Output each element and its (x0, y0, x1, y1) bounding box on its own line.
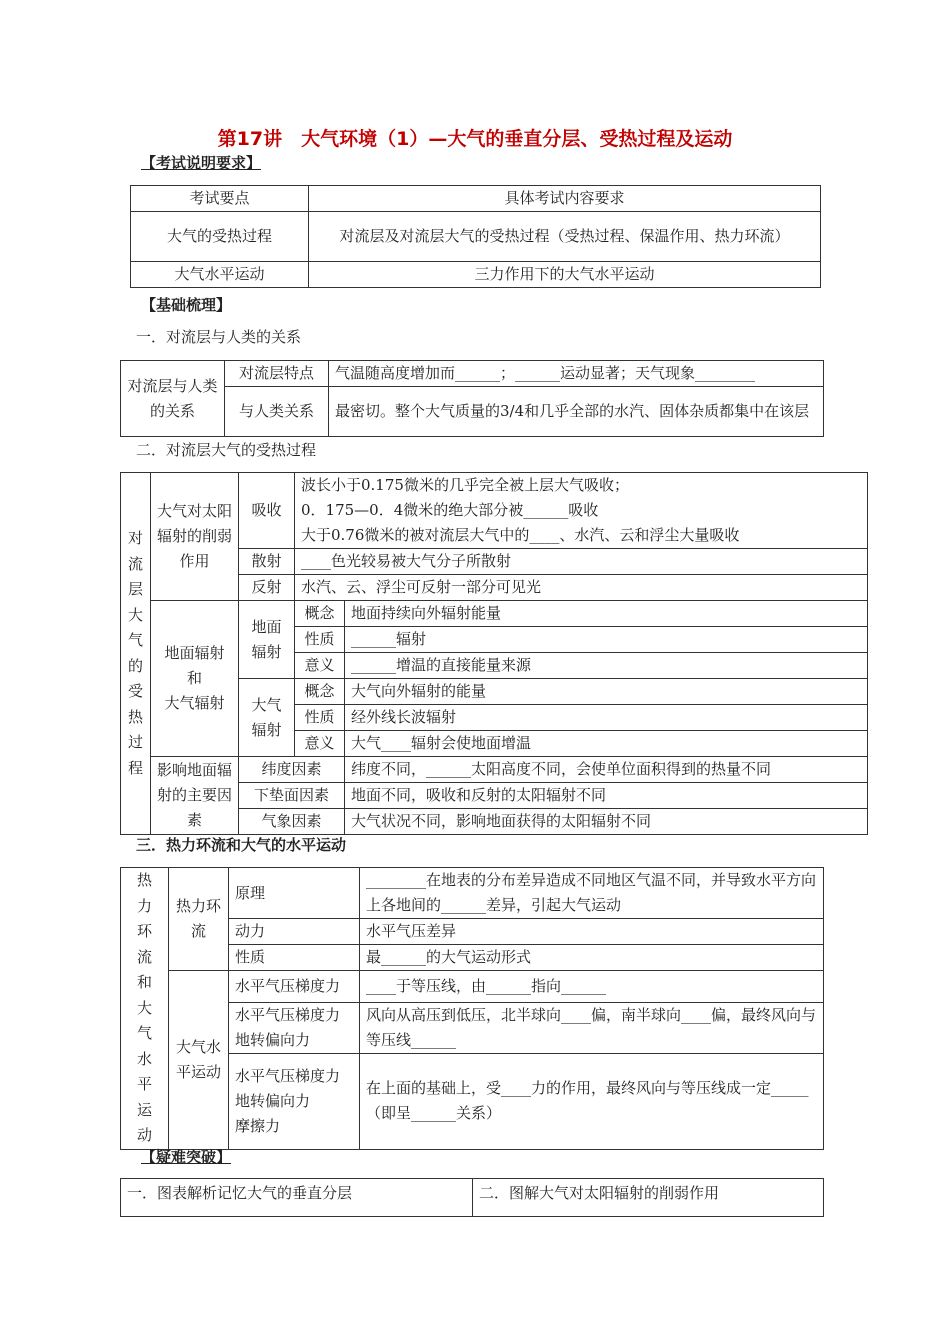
weather-factor-label: 气象因素 (239, 809, 345, 835)
atmos-nature-text: 经外线长波辐射 (345, 705, 868, 731)
factor-group-label: 影响地面辐射的主要因素 (151, 757, 239, 835)
atmos-concept-label: 概念 (295, 679, 345, 705)
force-2-label: 水平气压梯度力 地转偏向力 (229, 1002, 360, 1053)
page-title: 第17讲 大气环境（1）—大气的垂直分层、受热过程及运动 (217, 128, 733, 150)
exam-requirements-table (130, 185, 821, 288)
circulation-table (120, 867, 824, 1150)
subsection-2-title: 二．对流层大气的受热过程 (136, 441, 317, 459)
power-text: 水平气压差异 (360, 919, 824, 945)
atmos-meaning-text: 大气____辐射会使地面增温 (345, 731, 868, 757)
power-label: 动力 (229, 919, 360, 945)
troposphere-human-label: 与人类关系 (225, 387, 329, 437)
ground-meaning-text: ______增温的直接能量来源 (345, 653, 868, 679)
absorption-label: 吸收 (239, 473, 295, 549)
surface-factor-text: 地面不同，吸收和反射的太阳辐射不同 (345, 783, 868, 809)
circulation-vertical-label: 热 力 环 流 和 大 气 水 平 运 动 (121, 868, 169, 1150)
exam-header-content: 具体考试内容要求 (309, 186, 821, 212)
heating-process-vertical-label: 对 流 层 大 气 的 受 热 过 程 (121, 473, 151, 835)
atmos-concept-text: 大气向外辐射的能量 (345, 679, 868, 705)
difficulty-right: 二．图解大气对太阳辐射的削弱作用 (473, 1179, 824, 1217)
weather-factor-text: 大气状况不同，影响地面获得的太阳辐射不同 (345, 809, 868, 835)
exam-point-wind: 大气水平运动 (131, 262, 309, 288)
property-text: 最______的大气运动形式 (360, 945, 824, 971)
latitude-factor-text: 纬度不同，______太阳高度不同，会使单位面积得到的热量不同 (345, 757, 868, 783)
absorption-text: 波长小于0.175微米的几乎完全被上层大气吸收； 0．175—0．4微米的绝大部分被______吸收 大于0.76微米的被对流层大气中的____、水汽、云和浮尘大量吸收 (295, 473, 868, 549)
section-exam-heading: 【考试说明要求】 (141, 154, 262, 172)
difficulty-left: 一．图表解析记忆大气的垂直分层 (121, 1179, 473, 1217)
scattering-text: ____色光较易被大气分子所散射 (295, 549, 868, 575)
atmos-radiation-label: 大气辐射 (239, 679, 295, 757)
force-2-text: 风向从高压到低压，北半球向____偏，南半球向____偏，最终风向与等压线______ (360, 1002, 824, 1053)
force-3-label: 水平气压梯度力 地转偏向力 摩擦力 (229, 1053, 360, 1149)
force-1-text: ____于等压线，由______指向______ (360, 971, 824, 1003)
force-3-text: 在上面的基础上，受____力的作用，最终风向与等压线成一定_____（即呈______关系） (360, 1053, 824, 1149)
section-basic-heading: 【基础梳理】 (141, 296, 232, 314)
exam-point-heating: 大气的受热过程 (131, 212, 309, 262)
ground-nature-label: 性质 (295, 627, 345, 653)
subsection-1-title: 一．对流层与人类的关系 (136, 328, 302, 346)
ground-radiation-label: 地面辐射 (239, 601, 295, 679)
principle-text: ________在地表的分布差异造成不同地区气温不同，并导致水平方向上各地间的______差异，引起大气运动 (360, 868, 824, 919)
radiation-group-label: 地面辐射 和 大气辐射 (151, 601, 239, 757)
troposphere-feature-label: 对流层特点 (225, 361, 329, 387)
force-1-label: 水平气压梯度力 (229, 971, 360, 1003)
ground-nature-text: ______辐射 (345, 627, 868, 653)
horizontal-wind-label: 大气水平运动 (169, 971, 229, 1150)
reflection-text: 水汽、云、浮尘可反射一部分可见光 (295, 575, 868, 601)
exam-content-wind: 三力作用下的大气水平运动 (309, 262, 821, 288)
troposphere-human-text: 最密切。整个大气质量的3/4和几乎全部的水汽、固体杂质都集中在该层 (329, 387, 824, 437)
section-diff-heading: 【疑难突破】 (141, 1148, 232, 1166)
heating-process-table (120, 472, 868, 835)
ground-meaning-label: 意义 (295, 653, 345, 679)
ground-concept-text: 地面持续向外辐射能量 (345, 601, 868, 627)
subsection-3-title: 三．热力环流和大气的水平运动 (136, 836, 347, 854)
weakening-effect-label: 大气对太阳辐射的削弱作用 (151, 473, 239, 601)
ground-concept-label: 概念 (295, 601, 345, 627)
troposphere-feature-text: 气温随高度增加而______；______运动显著；天气现象________ (329, 361, 824, 387)
thermal-circulation-label: 热力环流 (169, 868, 229, 971)
exam-header-point: 考试要点 (131, 186, 309, 212)
exam-content-heating: 对流层及对流层大气的受热过程（受热过程、保温作用、热力环流） (309, 212, 821, 262)
surface-factor-label: 下垫面因素 (239, 783, 345, 809)
latitude-factor-label: 纬度因素 (239, 757, 345, 783)
troposphere-group-label: 对流层与人类的关系 (121, 361, 225, 437)
difficulty-table (120, 1178, 824, 1217)
principle-label: 原理 (229, 868, 360, 919)
scattering-label: 散射 (239, 549, 295, 575)
atmos-meaning-label: 意义 (295, 731, 345, 757)
troposphere-human-table (120, 360, 824, 437)
reflection-label: 反射 (239, 575, 295, 601)
property-label: 性质 (229, 945, 360, 971)
atmos-nature-label: 性质 (295, 705, 345, 731)
